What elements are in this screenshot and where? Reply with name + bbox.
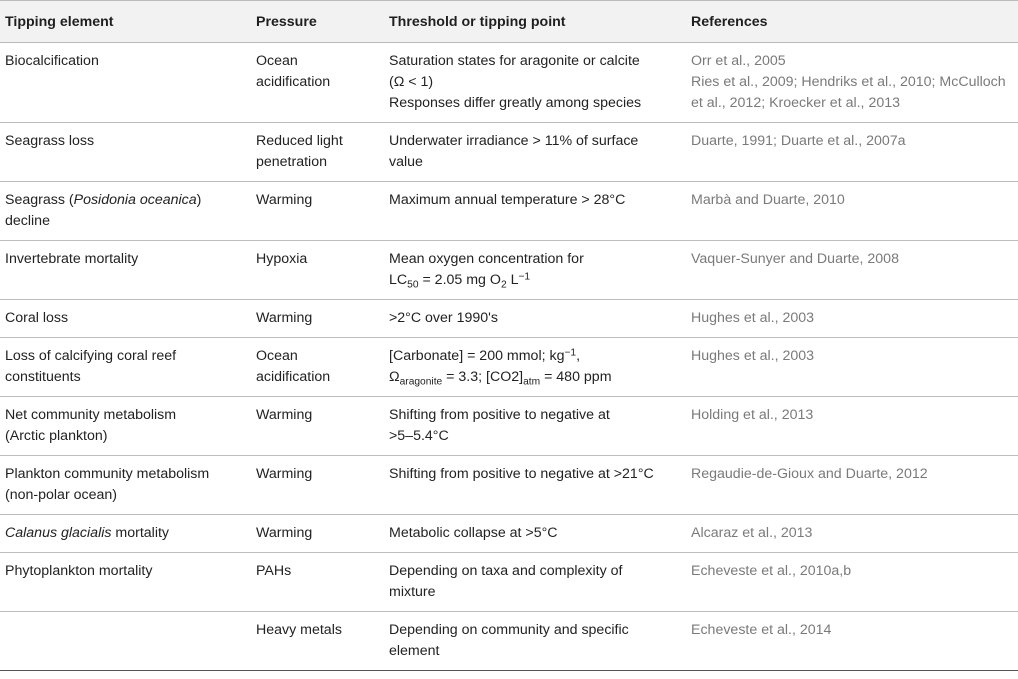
formula-subscript: aragonite xyxy=(399,376,443,388)
tipping-element-cell xyxy=(0,182,250,241)
pressure-text: Hypoxia xyxy=(256,251,308,267)
reference-text: Ries et al., 2009; Hendriks et al., 2010; McCulloch xyxy=(691,74,1006,90)
reference-text: Echeveste et al., 2014 xyxy=(691,622,832,638)
pressure-cell xyxy=(250,123,383,182)
formula-text: Ω xyxy=(389,369,400,385)
table-row xyxy=(0,300,1018,338)
threshold-text: >5–5.4°C xyxy=(389,428,449,444)
tipping-element-text: (Arctic plankton) xyxy=(5,428,108,444)
formula-text: L xyxy=(506,272,519,288)
pressure-cell xyxy=(250,241,383,300)
column-header-pressure: Pressure xyxy=(250,1,383,43)
pressure-cell xyxy=(250,612,383,671)
pressure-text: Reduced light xyxy=(256,133,343,149)
reference-text: Orr et al., 2005 xyxy=(691,53,786,69)
pressure-text: Warming xyxy=(256,466,313,482)
table-row xyxy=(0,515,1018,553)
threshold-text: Metabolic collapse at >5°C xyxy=(389,525,558,541)
pressure-text: Warming xyxy=(256,310,313,326)
reference-cell xyxy=(685,182,1018,241)
reference-cell xyxy=(685,515,1018,553)
threshold-cell xyxy=(383,182,685,241)
threshold-text: mixture xyxy=(389,584,436,600)
reference-cell xyxy=(685,338,1018,397)
species-name: Posidonia oceanica xyxy=(73,192,197,208)
tipping-element-text: Plankton community metabolism xyxy=(5,466,210,482)
pressure-cell xyxy=(250,456,383,515)
tipping-element-text: mortality xyxy=(111,525,170,541)
pressure-text: Warming xyxy=(256,407,313,423)
header-row xyxy=(0,1,1018,43)
threshold-cell xyxy=(383,338,685,397)
pressure-cell xyxy=(250,515,383,553)
tipping-element-cell xyxy=(0,123,250,182)
formula-subscript: atm xyxy=(523,376,541,388)
pressure-cell xyxy=(250,553,383,612)
threshold-text: (Ω < 1) xyxy=(389,74,434,90)
threshold-formula xyxy=(389,346,679,367)
table-row xyxy=(0,612,1018,671)
tipping-element-text: Invertebrate mortality xyxy=(5,251,139,267)
threshold-cell xyxy=(383,300,685,338)
pressure-text: penetration xyxy=(256,154,327,170)
threshold-text: Maximum annual temperature > 28°C xyxy=(389,192,626,208)
pressure-text: Ocean xyxy=(256,53,298,69)
reference-text: Vaquer-Sunyer and Duarte, 2008 xyxy=(691,251,899,267)
threshold-cell xyxy=(383,456,685,515)
tipping-element-text: Seagrass loss xyxy=(5,133,95,149)
tipping-element-cell xyxy=(0,553,250,612)
threshold-cell xyxy=(383,515,685,553)
table-row xyxy=(0,241,1018,300)
tipping-element-text: Coral loss xyxy=(5,310,69,326)
tipping-element-cell xyxy=(0,397,250,456)
tipping-element-line xyxy=(5,190,244,211)
table-row xyxy=(0,553,1018,612)
table-row xyxy=(0,338,1018,397)
table-row xyxy=(0,182,1018,241)
formula-text: [Carbonate] = 200 mmol; kg xyxy=(389,348,565,364)
formula-superscript: −1 xyxy=(564,347,577,359)
reference-cell xyxy=(685,612,1018,671)
formula-subscript: 2 xyxy=(500,279,507,291)
tipping-element-text: Net community metabolism xyxy=(5,407,177,423)
reference-text: Alcaraz et al., 2013 xyxy=(691,525,813,541)
reference-cell xyxy=(685,456,1018,515)
reference-cell xyxy=(685,241,1018,300)
pressure-text: Heavy metals xyxy=(256,622,342,638)
pressure-cell xyxy=(250,300,383,338)
tipping-element-text: Biocalcification xyxy=(5,53,99,69)
formula-superscript: −1 xyxy=(518,271,531,283)
tipping-element-cell xyxy=(0,515,250,553)
species-name: Calanus glacialis xyxy=(5,525,112,541)
reference-text: Duarte, 1991; Duarte et al., 2007a xyxy=(691,133,906,149)
threshold-cell xyxy=(383,612,685,671)
tipping-element-line xyxy=(5,523,244,544)
tipping-element-cell xyxy=(0,338,250,397)
pressure-text: Warming xyxy=(256,525,313,541)
tipping-element-cell xyxy=(0,612,250,671)
table-row xyxy=(0,43,1018,123)
tipping-element-cell xyxy=(0,241,250,300)
reference-cell xyxy=(685,553,1018,612)
threshold-cell xyxy=(383,241,685,300)
pressure-cell xyxy=(250,43,383,123)
table-row xyxy=(0,397,1018,456)
threshold-formula xyxy=(389,367,679,388)
threshold-text: Saturation states for aragonite or calcite xyxy=(389,53,640,69)
threshold-text: Shifting from positive to negative at xyxy=(389,407,610,423)
column-header-references: References xyxy=(685,1,1018,43)
threshold-text: element xyxy=(389,643,440,659)
reference-text: et al., 2012; Kroecker et al., 2013 xyxy=(691,95,901,111)
tipping-element-cell xyxy=(0,300,250,338)
formula-text: = 3.3; [CO2] xyxy=(442,369,524,385)
table-body xyxy=(0,43,1018,671)
reference-text: Hughes et al., 2003 xyxy=(691,310,815,326)
reference-text: Marbà and Duarte, 2010 xyxy=(691,192,845,208)
tipping-element-cell xyxy=(0,456,250,515)
tipping-element-text: constituents xyxy=(5,369,81,385)
reference-text: Holding et al., 2013 xyxy=(691,407,814,423)
tipping-element-text: ) xyxy=(196,192,202,208)
column-header-threshold: Threshold or tipping point xyxy=(383,1,685,43)
reference-cell xyxy=(685,123,1018,182)
threshold-cell xyxy=(383,43,685,123)
threshold-cell xyxy=(383,397,685,456)
tipping-element-text: Loss of calcifying coral reef xyxy=(5,348,177,364)
pressure-cell xyxy=(250,182,383,241)
threshold-cell xyxy=(383,553,685,612)
pressure-text: PAHs xyxy=(256,563,292,579)
pressure-cell xyxy=(250,338,383,397)
pressure-cell xyxy=(250,397,383,456)
formula-text: , xyxy=(576,348,581,364)
formula-subscript: 50 xyxy=(407,279,419,291)
pressure-text: Warming xyxy=(256,192,313,208)
threshold-text: Depending on taxa and complexity of xyxy=(389,563,623,579)
pressure-text: Ocean xyxy=(256,348,298,364)
table-row xyxy=(0,123,1018,182)
tipping-element-text: Phytoplankton mortality xyxy=(5,563,153,579)
threshold-cell xyxy=(383,123,685,182)
formula-text: LC xyxy=(389,272,408,288)
threshold-text: Responses differ greatly among species xyxy=(389,95,642,111)
threshold-formula xyxy=(389,270,679,291)
table-row xyxy=(0,456,1018,515)
formula-text: = 2.05 mg O xyxy=(418,272,501,288)
threshold-text: Shifting from positive to negative at >21°C xyxy=(389,466,654,482)
tipping-element-cell xyxy=(0,43,250,123)
column-header-tipping-element: Tipping element xyxy=(0,1,250,43)
pressure-text: acidification xyxy=(256,369,331,385)
reference-text: Echeveste et al., 2010a,b xyxy=(691,563,852,579)
threshold-text: Mean oxygen concentration for xyxy=(389,251,584,267)
formula-text: = 480 ppm xyxy=(540,369,612,385)
threshold-text: >2°C over 1990's xyxy=(389,310,498,326)
reference-text: Regaudie-de-Gioux and Duarte, 2012 xyxy=(691,466,928,482)
reference-cell xyxy=(685,300,1018,338)
reference-text: Hughes et al., 2003 xyxy=(691,348,815,364)
pressure-text: acidification xyxy=(256,74,331,90)
threshold-text: Depending on community and specific xyxy=(389,622,629,638)
table-header xyxy=(0,1,1018,43)
tipping-element-text: (non-polar ocean) xyxy=(5,487,117,503)
reference-cell xyxy=(685,397,1018,456)
tipping-element-text: Seagrass ( xyxy=(5,192,74,208)
threshold-text: value xyxy=(389,154,423,170)
threshold-text: Underwater irradiance > 11% of surface xyxy=(389,133,639,149)
tipping-element-text: decline xyxy=(5,213,50,229)
reference-cell xyxy=(685,43,1018,123)
